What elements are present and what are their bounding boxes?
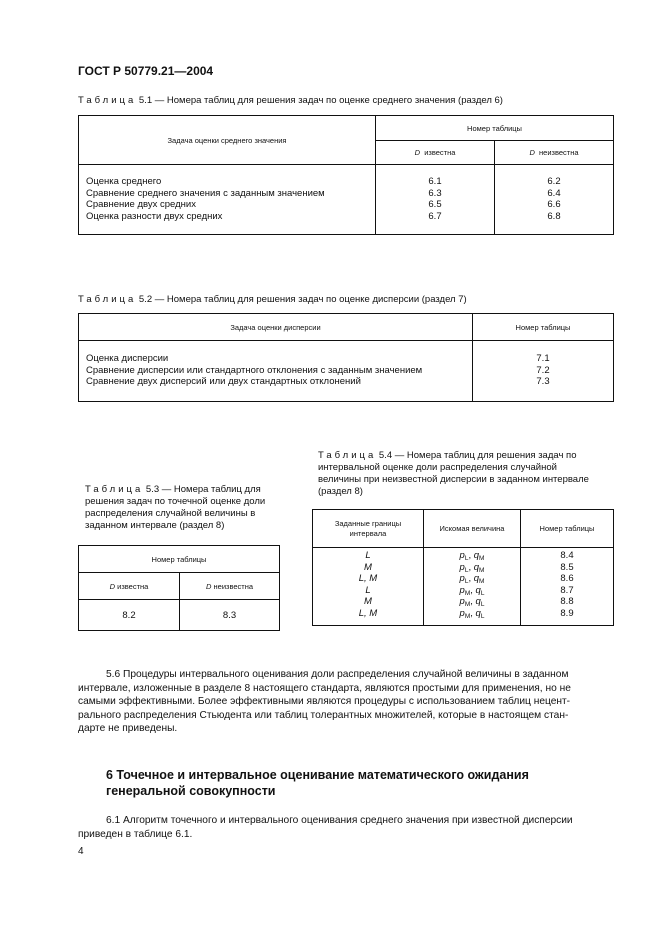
list-item: 6.7 [428, 210, 442, 222]
t54-head-sought: Искомая величина [424, 510, 521, 548]
caption-line: Таблица 5.3 — Номера таблиц для [85, 484, 261, 495]
t54-sought-list [424, 548, 521, 626]
caption-line: интервальной оценке доли распределения случайной [318, 462, 557, 473]
paragraph-line: 5.6 Процедуры интервального оценивания доли распределения случайной величины в заданном [106, 669, 569, 680]
table-5-4-caption [318, 450, 614, 498]
caption-title: — Номера таблиц для решения задач по оценке дисперсии (раздел 7) [154, 294, 467, 305]
caption-line: величины при неизвестной дисперсии в заданном интервале [318, 474, 589, 485]
list-item: $p_M$, $q_L$ [459, 596, 485, 608]
t51-head-task: Задача оценки среднего значения [79, 116, 376, 165]
paragraph-6-1 [78, 814, 614, 841]
list-item: M [364, 596, 372, 607]
list-item: 6.5 [428, 199, 442, 210]
list-item: Сравнение среднего значения с заданным значением [86, 187, 325, 199]
list-item: 6.6 [547, 199, 561, 210]
t52-num-list [473, 341, 614, 402]
list-item: L, M [358, 573, 378, 584]
list-item: Сравнение дисперсии или стандартного отклонения с заданным значением [86, 364, 423, 376]
t51-head-table: Номер таблицы [376, 116, 614, 141]
table-5-1-caption [78, 95, 503, 107]
heading-line: 6 Точечное и интервальное оценивание математического ожидания [106, 768, 529, 782]
page-number: 4 [78, 846, 84, 857]
list-item: L [365, 584, 371, 596]
t53-head: Номер таблицы [79, 546, 280, 573]
list-item: $p_M$, $q_L$ [459, 584, 485, 597]
list-item: $p_L$, $q_M$ [459, 573, 485, 585]
list-item: $p_L$, $q_M$ [459, 561, 485, 574]
t51-unknown-list [495, 165, 614, 235]
paragraph-line: дарте не приведены. [78, 723, 178, 734]
list-item: 6.8 [547, 210, 561, 222]
list-item: Сравнение двух средних [86, 199, 196, 210]
list-item: Оценка среднего [86, 176, 162, 187]
t53-col-known: D известна [79, 573, 180, 600]
table-5-1 [78, 115, 614, 235]
table-5-3 [78, 545, 280, 631]
caption-title: — Номера таблиц для решения задач по оценке среднего значения (раздел 6) [154, 95, 503, 106]
t52-head-task: Задача оценки дисперсии [79, 314, 473, 341]
t53-val-unknown: 8.3 [180, 600, 280, 631]
list-item: 8.6 [560, 573, 574, 584]
list-item: 7.3 [536, 376, 550, 387]
paragraph-line: самыми эффективными. Более эффективными являются процедуры с использованием таблиц нецент- [78, 696, 571, 707]
table-5-2 [78, 313, 614, 402]
list-item: 7.2 [536, 364, 550, 376]
paragraph-line: интервале, изложенные в разделе 8 настоящего стандарта, являются простыми для применения, но не [78, 682, 571, 694]
paragraph-line: 6.1 Алгоритм точечного и интервального оценивания среднего значения при известной дисперсии [106, 815, 573, 826]
caption-line: Таблица 5.4 — Номера таблиц для решения задач по [318, 450, 577, 461]
table-5-4 [312, 509, 614, 626]
caption-label: Таблица [78, 95, 137, 106]
list-item: Сравнение двух дисперсий или двух стандартных отклонений [86, 376, 361, 387]
list-item: 6.1 [428, 176, 442, 187]
t52-head-table: Номер таблицы [473, 314, 614, 341]
t54-head-table: Номер таблицы [521, 510, 614, 548]
t53-val-known: 8.2 [79, 600, 180, 631]
list-item: L [365, 550, 371, 561]
list-item: 6.3 [428, 187, 442, 199]
list-item: L, M [358, 607, 378, 619]
paragraph-line: рального распределения Стьюдента или таблиц толерантных множителей, которые в настоящем стан- [78, 709, 569, 721]
t54-head-bounds: Заданные границы интервала [313, 510, 424, 548]
section-6-heading [106, 767, 616, 799]
t51-known-list [376, 165, 495, 235]
caption-line: заданном интервале (раздел 8) [85, 520, 225, 531]
list-item: $p_M$, $q_L$ [459, 607, 485, 620]
t54-bounds-list [313, 548, 424, 626]
table-5-2-caption [78, 294, 467, 306]
t54-num-list [521, 548, 614, 626]
list-item: 6.2 [547, 176, 561, 187]
table-5-3-caption [85, 484, 277, 532]
list-item: 8.5 [560, 561, 574, 573]
t51-task-list [79, 165, 376, 235]
heading-line: генеральной совокупности [106, 784, 276, 798]
list-item: $p_L$, $q_M$ [459, 550, 485, 562]
caption-number: 5.2 [138, 294, 153, 305]
list-item: Оценка разности двух средних [86, 210, 223, 222]
list-item: 7.1 [536, 353, 550, 364]
paragraph-5-6 [78, 668, 614, 736]
list-item: 6.4 [547, 187, 561, 199]
t51-col-unknown: D неизвестна [495, 141, 614, 165]
list-item: 8.7 [560, 584, 574, 596]
list-item: M [364, 561, 372, 573]
document-header: ГОСТ Р 50779.21—2004 [78, 64, 214, 78]
caption-number: 5.1 [138, 95, 153, 106]
caption-label: Таблица [78, 294, 137, 305]
list-item: 8.4 [560, 550, 574, 561]
t52-task-list [79, 341, 473, 402]
t53-col-unknown: D неизвестна [180, 573, 280, 600]
caption-line: (раздел 8) [318, 486, 363, 497]
caption-line: решения задач по точечной оценке доли [85, 496, 266, 507]
paragraph-line: приведен в таблице 6.1. [78, 828, 193, 840]
list-item: Оценка дисперсии [86, 353, 169, 364]
list-item: 8.8 [560, 596, 574, 607]
list-item: 8.9 [560, 607, 574, 619]
caption-line: распределения случайной величины в [85, 508, 256, 519]
t51-col-known: D известна [376, 141, 495, 165]
